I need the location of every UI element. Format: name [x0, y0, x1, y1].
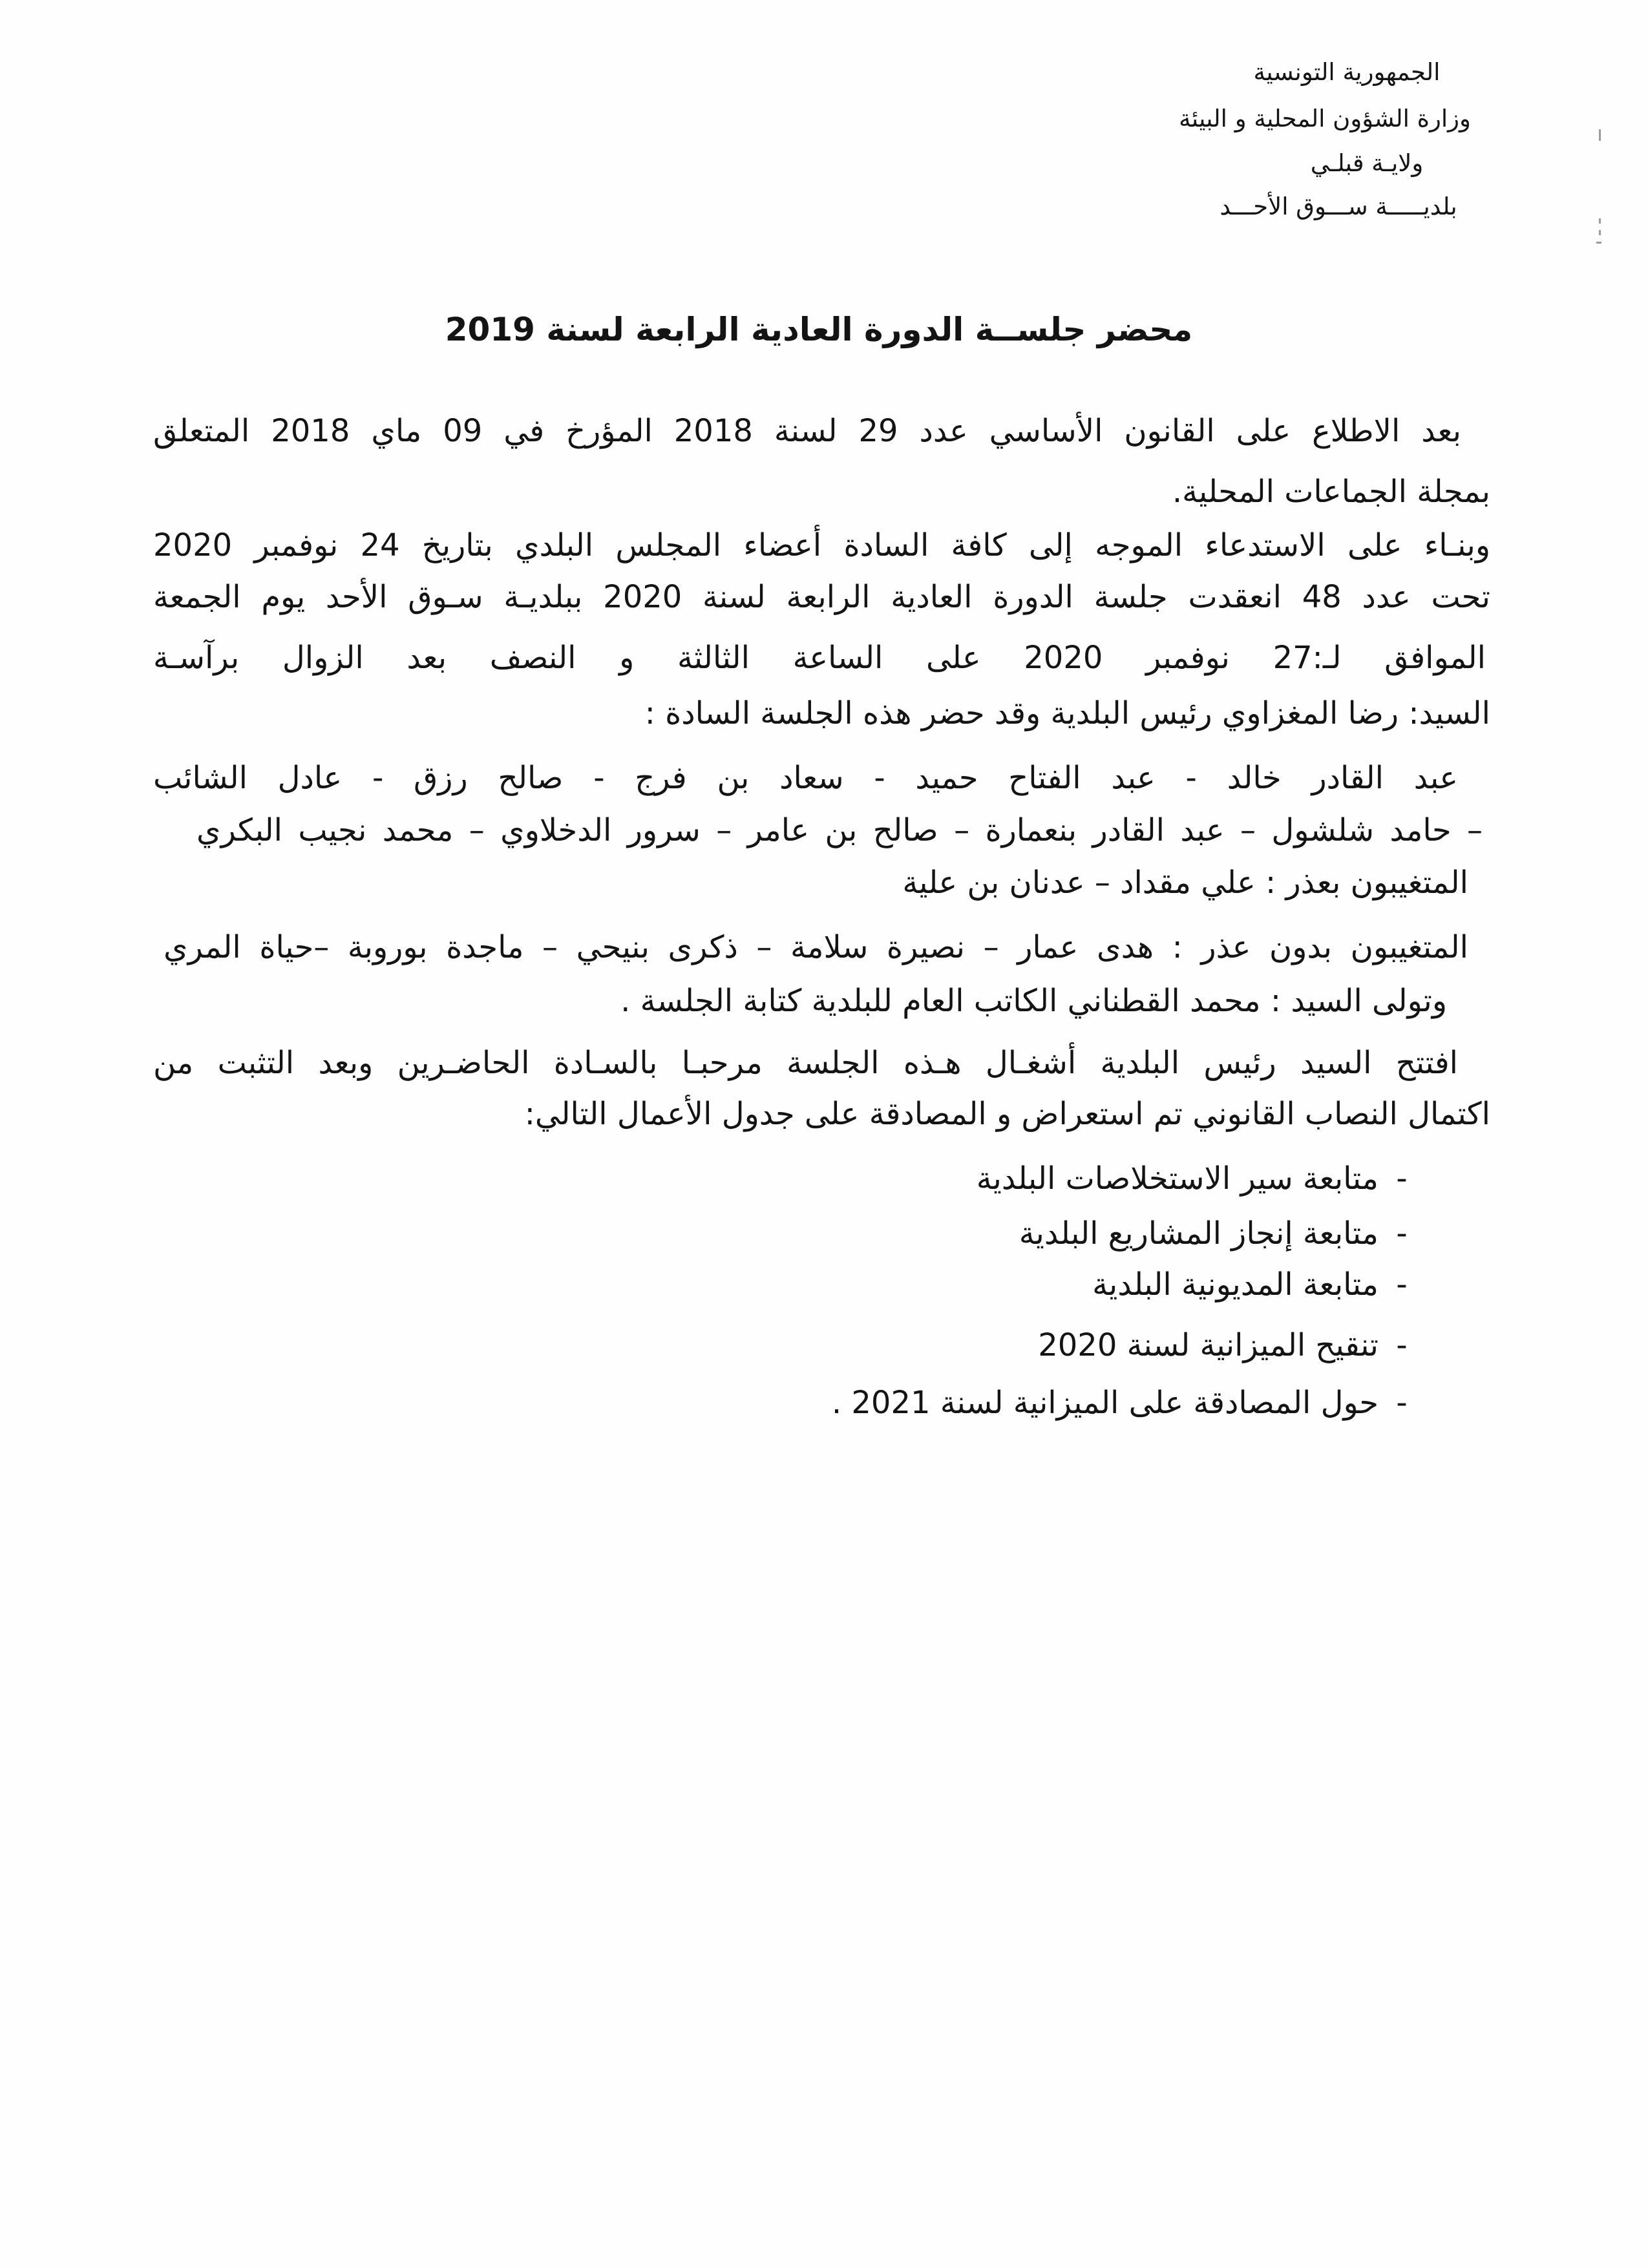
absent-unexcused-line [162, 921, 1468, 973]
minutes-title [334, 304, 1304, 355]
body-line-text: الموافق لـ:27 نوفمبر 2020 على الساعة الثالثة و النصف بعد الزوال برآسـة [153, 640, 1486, 676]
secretary-line [152, 975, 1447, 1027]
agenda-item [452, 1259, 1425, 1310]
scan-mark [1599, 230, 1601, 235]
agenda-item-text: تنقيح الميزانية لسنة 2020 [1038, 1327, 1379, 1363]
agenda-item-text: متابعة المديونية البلدية [1092, 1266, 1379, 1303]
agenda-item [452, 1319, 1425, 1371]
body-line-text: عبد القادر خالد - عبد الفتاح حميد - سعاد بن فرج - صالح رزق - عادل الشائب [153, 760, 1458, 796]
body-line-text: تحت عدد 48 انعقدت جلسة الدورة العادية الرابعة لسنة 2020 ببلديـة سـوق الأحد يوم الجمعة [153, 579, 1490, 615]
opening-line-2 [152, 1088, 1490, 1140]
body-line-text: وبنـاء على الاستدعاء الموجه إلى كافة السادة أعضاء المجلس البلدي بتاريخ 24 نوفمبر 2020 [153, 527, 1490, 563]
scan-mark [1599, 218, 1601, 224]
agenda-item [452, 1153, 1425, 1204]
agenda-bullet: - [1396, 1160, 1408, 1197]
body-line-1 [152, 405, 1461, 457]
body-line-6 [152, 688, 1490, 739]
body-line-text: افتتح السيد رئيس البلدية أشغـال هـذه الجلسة مرحبـا بالسـادة الحاضـرين وبعد التثبت من [153, 1045, 1458, 1081]
agenda-bullet: - [1396, 1327, 1408, 1363]
header-ministry [1099, 98, 1551, 140]
header-republic [1121, 52, 1573, 93]
body-line-text: – حامد شلشول – عبد القادر بنعمارة – صالح بن عامر – سرور الدخلاوي – محمد نجيب البكري [196, 812, 1483, 848]
body-line-5 [152, 632, 1486, 684]
body-line-2 [152, 466, 1490, 518]
agenda-bullet: - [1396, 1266, 1408, 1303]
body-line-text: اكتمال النصاب القانوني تم استعراض و المصادقة على جدول الأعمال التالي: [524, 1096, 1490, 1132]
agenda-item [452, 1208, 1425, 1259]
body-line-4 [152, 571, 1490, 623]
header-governorate-text: ولايـة قبلـي [1310, 149, 1424, 177]
scan-mark [1599, 129, 1601, 141]
agenda-item-text: حول المصادقة على الميزانية لسنة 2021 . [831, 1385, 1379, 1421]
scan-mark [1596, 242, 1601, 244]
header-municipality-text: بلديـــــة ســـوق الأحـــد [1220, 193, 1457, 220]
body-line-text: وتولى السيد : محمد القطناني الكاتب العام للبلدية كتابة الجلسة . [620, 983, 1447, 1019]
body-line-3 [152, 520, 1490, 571]
agenda-item-text: متابعة سير الاستخلاصات البلدية [976, 1160, 1379, 1197]
agenda-bullet: - [1396, 1215, 1408, 1252]
minutes-title-text: محضر جلســة الدورة العادية الرابعة لسنة 2019 [445, 311, 1193, 348]
body-line-text: بمجلة الجماعات المحلية. [1172, 474, 1490, 510]
opening-line-1 [152, 1037, 1458, 1089]
agenda-item-text: متابعة إنجاز المشاريع البلدية [1019, 1215, 1379, 1252]
header-governorate [1141, 143, 1593, 184]
body-line-text: المتغيبون بعذر : علي مقداد – عدنان بن علية [902, 865, 1468, 901]
body-line-text: السيد: رضا المغزاوي رئيس البلدية وقد حضر هذه الجلسة السادة : [644, 695, 1490, 731]
header-municipality [1112, 186, 1565, 227]
header-republic-text: الجمهورية التونسية [1253, 58, 1441, 86]
body-line-text: بعد الاطلاع على القانون الأساسي عدد 29 لسنة 2018 المؤرخ في 09 ماي 2018 المتعلق [153, 413, 1461, 449]
body-line-text: المتغيبون بدون عذر : هدى عمار – نصيرة سلامة – ذكرى بنيحي – ماجدة بوروبة –حياة المري [164, 929, 1468, 965]
agenda-item [452, 1377, 1425, 1429]
attendees-line-1 [152, 752, 1458, 804]
header-ministry-text: وزارة الشؤون المحلية و البيئة [1179, 105, 1471, 132]
absent-excused-line [152, 857, 1468, 908]
agenda-bullet: - [1396, 1385, 1408, 1421]
attendees-line-2 [195, 804, 1483, 856]
